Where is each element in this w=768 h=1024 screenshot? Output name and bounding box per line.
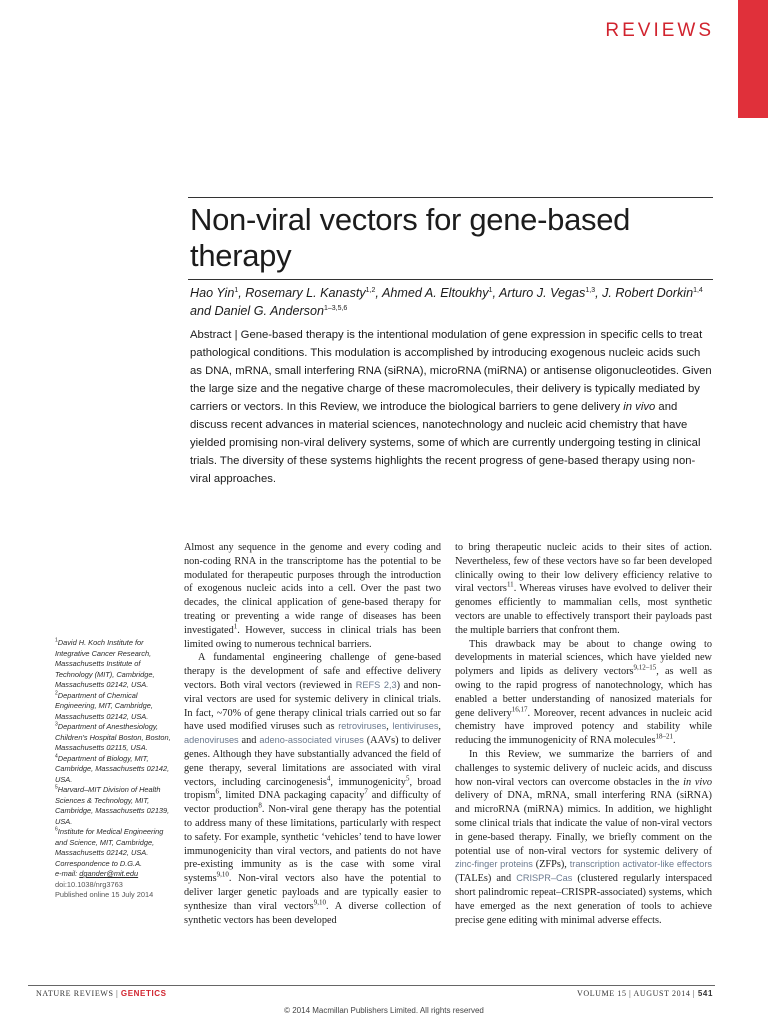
body-text: A fundamental engineering challenge of gene-based therapy is the development of safe and effective delivery vectors. Both viral vectors (reviewed in: [184, 652, 441, 691]
correspondence-note: Correspondence to D.G.A.: [55, 858, 143, 868]
glossary-term: transcription activator-like effectors: [569, 859, 712, 870]
body-text: Almost any sequence in the genome and every coding and non-coding RNA in the transcriptome has the potential to be modulated for therapeutic purposes through the introduction of exogenous nucleic acids into a cell. Over the past two decades, the clinical application of gene-based therapy for treating or preventing a wide range of diseases has been investigated: [184, 542, 441, 636]
reference-citation: 1: [233, 622, 238, 631]
title-bottom-rule: [188, 279, 713, 280]
glossary-term: zinc-finger proteins: [455, 859, 533, 870]
body-text: . Non-viral gene therapy has the potential to address many of these limitations, particularly with respect to safety. For example, synthetic ‘vehicles’ tend to have lower immunogenicity than viral vectors, and patients do not have pre-existing immunity as is the case with some viral systems: [184, 804, 441, 885]
affiliation-number: 2: [55, 690, 58, 697]
abstract-text-part2: and discuss recent advances in material sciences, nanotechnology and nucleic acid chemistry that have yielded promising non-viral delivery systems, some of which are currently undergoing testing in clinical trials. The diversity of these systems highlights the recent progress of gene-based therapy using non-viral approaches.: [190, 401, 701, 485]
abstract: [190, 326, 715, 488]
reference-citation: 9,10: [216, 870, 229, 879]
journal-name: NATURE REVIEWS: [36, 989, 114, 998]
author-affiliation-mark: 1,3: [585, 286, 596, 294]
body-text: . Non-viral vectors also have the potential to deliver larger genetic payloads and are typically easier to synthesize than viral vectors: [184, 873, 441, 912]
copyright-notice: © 2014 Macmillan Publishers Limited. All rights reserved: [284, 1006, 484, 1015]
abstract-separator: |: [231, 329, 241, 341]
reference-citation: 8: [258, 801, 262, 810]
email-link[interactable]: dgander@mit.edu: [79, 869, 139, 878]
affiliation-item: [55, 754, 173, 786]
glossary-term: adeno-associated viruses: [259, 735, 364, 746]
affiliation-number: 5: [55, 784, 58, 791]
footer-issue: [577, 989, 713, 998]
email-label: e-mail:: [55, 869, 80, 878]
author-affiliation-mark: 1: [234, 286, 239, 294]
affiliation-text: Department of Chemical Engineering, MIT, Cambridge, Massachusetts 02142, USA.: [55, 690, 153, 721]
footer-separator: |: [690, 989, 698, 998]
affiliation-list: [55, 638, 173, 859]
author-affiliation-mark: 1: [488, 286, 493, 294]
publication-date: Published online 15 July 2014: [55, 890, 154, 899]
author-affiliation-mark: 1,2: [365, 286, 376, 294]
reference-citation: 9,10: [313, 898, 326, 907]
body-column-right: [455, 541, 712, 927]
glossary-term: lentiviruses: [392, 721, 439, 732]
body-text: (clustered regularly interspaced short palindromic repeat–CRISPR-associated) systems, which have emerged as the next generation of tools to achieve precise gene editing with minimal adverse effects.: [455, 873, 712, 926]
affiliation-text: Institute for Medical Engineering and Science, MIT, Cambridge, Massachusetts 02142, USA.: [55, 827, 164, 857]
doi[interactable]: doi:10.1038/nrg3763: [55, 879, 123, 889]
author-name: Ahmed A. Eltoukhy: [381, 286, 489, 300]
footer-journal: [36, 989, 167, 998]
footer-separator: |: [113, 989, 121, 998]
body-text: . Whereas viruses have evolved to deliver their genomes efficiently to mammalian cells, most synthetic vectors are unable to effectively transport their payloads past the multiple barriers that confront them.: [455, 583, 713, 636]
journal-section: GENETICS: [120, 989, 167, 998]
body-paragraph: [184, 651, 441, 927]
reference-citation: 7: [364, 787, 368, 796]
body-text: , broad tropism: [184, 776, 441, 802]
reference-citation: 9,12–15: [633, 663, 657, 672]
body-text: . However, success in clinical trials has been limited owing to numerous technical barriers.: [184, 624, 441, 650]
affiliation-item: [55, 638, 173, 691]
body-paragraph: [455, 638, 712, 748]
glossary-term: CRISPR–Cas: [516, 873, 573, 884]
author-name: Hao Yin: [190, 286, 235, 300]
footer-rule: [28, 985, 715, 986]
reference-citation: 18–21: [655, 732, 673, 741]
email-line: [55, 869, 173, 880]
volume: VOLUME 15: [576, 989, 627, 998]
affiliation-text: Harvard–MIT Division of Health Sciences & Technology, MIT, Cambridge, Massachusetts 02139, USA.: [55, 785, 170, 826]
author-name: Daniel G. Anderson: [214, 304, 324, 318]
reference-citation: 11: [506, 580, 514, 589]
author-name: Arturo J. Vegas: [499, 286, 586, 300]
body-text: ,: [386, 721, 393, 733]
body-paragraph: [455, 541, 712, 638]
reference-citation: 16,17: [511, 705, 528, 714]
footer-separator: |: [626, 989, 634, 998]
body-text: This drawback may be about to change owing to developments in material sciences, which have yielded new polymers and lipids as delivery vectors: [455, 638, 712, 678]
glossary-term: REFS 2,3: [355, 679, 397, 690]
section-label: REVIEWS: [605, 20, 714, 41]
body-text: delivery of DNA, mRNA, small interfering RNA (siRNA) and microRNA (miRNA) mimics. In addition, we highlight some clinical trials that indicate the value of non-viral vectors in gene-based therapy. Finally, we briefly comment on the potential use of non-viral vectors for systemic delivery of: [455, 790, 712, 857]
body-text: . A diverse collection of synthetic vectors has been developed: [184, 900, 441, 926]
body-text: to bring therapeutic nucleic acids to their sites of action. Nevertheless, few of these vectors have so far been developed clinically owing to their low delivery efficiency relative to viral vectors: [455, 542, 712, 595]
body-text: ,: [438, 721, 441, 733]
glossary-term: adenoviruses: [184, 735, 239, 746]
abstract-italic-term: in vivo: [623, 401, 656, 413]
body-text: , as well as owing to the rapid progress of nanotechnology, which has enabled a better understanding of nanosized materials for gene delivery: [455, 666, 712, 719]
body-text: ) and non-viral vectors are used for systemic delivery in clinical trials. In fact, ~70% of gene therapy clinical trials carried out so far have used modified viruses such as: [184, 679, 441, 733]
body-text: (AAVs) to deliver genes. Although they have substantially advanced the field of gene therapy, several limitations are associated with viral vectors, including carcinogenesis: [184, 735, 441, 788]
body-text: (ZFPs),: [532, 859, 570, 871]
affiliation-item: [55, 827, 173, 859]
abstract-text-part1: Gene-based therapy is the intentional modulation of gene expression in specific cells to treat pathological conditions. This modulation is accomplished by introducing exogenous nucleic acids such as DNA, mRNA, small interfering RNA (siRNA), microRNA (miRNA) or antisense oligonucleotides. Given the large size and the negative charge of these macromolecules, their delivery is typically mediated by carriers or vectors. In this Review, we introduce the biological barriers to gene delivery: [190, 329, 712, 413]
article-title: Non-viral vectors for gene-based therapy: [190, 202, 631, 273]
title-top-rule: [188, 197, 713, 198]
body-text: and difficulty of vector production: [184, 790, 441, 816]
reference-citation: 4: [326, 774, 331, 783]
page-number: 541: [697, 989, 713, 998]
author-affiliation-mark: 1,4: [693, 286, 703, 294]
affiliation-number: 3: [55, 721, 58, 728]
reference-citation: 6: [215, 787, 219, 796]
affiliation-number: 4: [55, 753, 58, 760]
body-paragraph: [184, 541, 441, 651]
body-text: . Moreover, recent advances in nucleic acid chemistry have improved potency and stability while reducing the immunogenicity of RNA molecules: [455, 707, 712, 747]
body-text: .: [672, 735, 676, 747]
affiliation-number: 1: [55, 637, 58, 644]
body-text: , limited DNA packaging capacity: [218, 790, 365, 802]
affiliation-item: [55, 785, 173, 827]
affiliation-text: Department of Biology, MIT, Cambridge, Massachusetts 02142, USA.: [55, 753, 170, 784]
body-column-left: [184, 541, 441, 927]
affiliation-text: Department of Anesthesiology, Children's Hospital Boston, Boston, Massachusetts 02115, USA.: [55, 722, 171, 752]
abstract-label: Abstract: [190, 329, 232, 341]
body-text: and: [238, 735, 260, 747]
affiliation-text: David H. Koch Institute for Integrative Cancer Research, Massachusetts Institute of Technology (MIT), Cambridge, Massachusetts 02142, USA.: [55, 638, 155, 689]
author-name: Rosemary L. Kanasty: [245, 286, 366, 300]
glossary-term: retroviruses: [338, 721, 387, 732]
body-text: In this Review, we summarize the barriers of and challenges to systemic delivery of nucleic acids, and discuss how non-viral vectors can overcome obstacles in the: [455, 748, 712, 788]
affiliation-item: [55, 691, 173, 723]
body-text: (TALEs) and: [455, 873, 517, 885]
affiliation-number: 6: [55, 826, 58, 833]
body-paragraph: [455, 748, 712, 927]
section-color-tab: [738, 0, 768, 118]
italic-term: in vivo: [683, 776, 712, 788]
reference-citation: 5: [405, 774, 410, 783]
issue-date: AUGUST 2014: [633, 989, 691, 998]
affiliations-sidebar: [55, 638, 173, 901]
affiliation-item: [55, 722, 173, 754]
body-text: , immunogenicity: [330, 776, 406, 788]
author-list: Hao Yin$^1$, Rosemary L. Kanasty$^{1,2}$, Ahmed A. Eltoukhy$^1$, Arturo J. Vegas$^{1,3}$, J. Robert Dorkin$^{1,4}$ and Daniel G. Anderson$^{1-3,5,6}$: [190, 286, 703, 318]
author-name: J. Robert Dorkin: [602, 286, 694, 300]
author-affiliation-mark: 1–3,5,6: [323, 304, 348, 312]
